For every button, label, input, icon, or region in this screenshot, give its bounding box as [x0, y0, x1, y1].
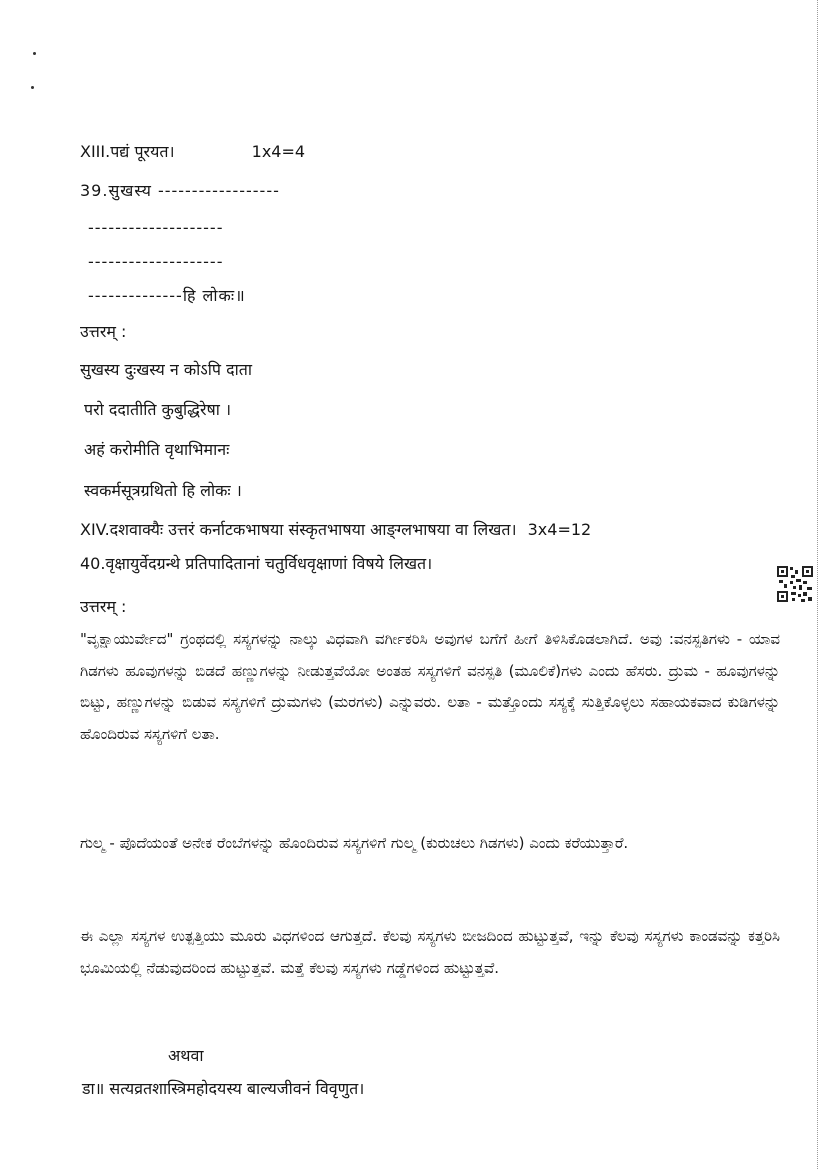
verse-blank-line: --------------------	[88, 218, 224, 237]
verse-line: स्वकर्मसूत्रग्रथितो हि लोकः ।	[84, 481, 242, 500]
verse-blank-line: --------------हि लोकः॥	[88, 286, 246, 305]
section-13-title: XIII.पद्यं पूरयत।	[80, 142, 175, 161]
verse-line: अहं करोमीति वृथाभिमानः	[84, 440, 230, 459]
verse-blank-line: --------------------	[88, 252, 224, 271]
question-39: 39.सुखस्य ------------------	[80, 181, 280, 200]
scan-speck	[33, 52, 36, 55]
section-13-marks: 1x4=4	[251, 142, 306, 161]
section-14-title: XIV.दशवाक्यैः उत्तरं कर्नाटकभाषया संस्कृतभाषया आङ्ग्लभाषया वा लिखत।	[80, 520, 517, 539]
section-14-heading	[80, 519, 591, 541]
verse-line: परो ददातीति कुबुद्धिरेषा ।	[84, 400, 232, 419]
scan-speck	[31, 86, 34, 89]
answer-paragraph: ಗುಲ್ಮ - ಪೊದೆಯಂತೆ ಅನೇಕ ರೆಂಬೆಗಳನ್ನು ಹೊಂದಿರುವ ಸಸ್ಯಗಳಿಗೆ ಗುಲ್ಮ (ಕುರುಚಲು ಗಿಡಗಳು) ಎಂದು ಕರೆಯುತ್ತಾರೆ.	[80, 834, 629, 852]
alternate-question: डा॥ सत्यव्रतशास्त्रिमहोदयस्य बाल्यजीवनं विवृणुत।	[82, 1079, 365, 1098]
qr-code-icon	[776, 565, 814, 603]
answer-label: उत्तरम् :	[80, 597, 127, 616]
or-label: अथवा	[168, 1046, 204, 1065]
question-40: 40.वृक्षायुर्वेदग्रन्थे प्रतिपादितानां चतुर्विधवृक्षाणां विषये लिखत।	[80, 554, 433, 573]
answer-label: उत्तरम् :	[80, 322, 127, 341]
section-13-heading	[80, 141, 305, 163]
page-edge-line	[817, 0, 818, 1169]
verse-line: सुखस्य दुःखस्य न कोऽपि दाता	[80, 360, 252, 379]
answer-paragraph: ಈ ಎಲ್ಲಾ ಸಸ್ಯಗಳ ಉತ್ಪತ್ತಿಯು ಮೂರು ವಿಧಗಳಿಂದ ಆಗುತ್ತದೆ. ಕೆಲವು ಸಸ್ಯಗಳು ಬೀಜದಿಂದ ಹುಟ್ಟುತ್ತವೆ, ಇನ್ನು ಕೆಲವು ಸಸ್ಯಗಳು ಕಾಂಡವನ್ನು ಕತ್ತರಿಸಿ ಭೂಮಿಯಲ್ಲಿ ನೆಡುವುದರಿಂದ ಹುಟ್ಟುತ್ತವೆ. ಮತ್ತೆ ಕೆಲವು ಸಸ್ಯಗಳು ಗಡ್ಡೆಗಳಿಂದ ಹುಟ್ಟುತ್ತವೆ.	[80, 927, 780, 977]
answer-paragraph: "ವೃಕ್ಷಾಯುರ್ವೇದ" ಗ್ರಂಥದಲ್ಲಿ ಸಸ್ಯಗಳನ್ನು ನಾಲ್ಕು ವಿಧವಾಗಿ ವರ್ಗೀಕರಿಸಿ ಅವುಗಳ ಬಗೆಗೆ ಹೀಗೆ ತಿಳಿಸಿಕೊಡಲಾಗಿದೆ. ಅವು :ವನಸ್ಪತಿಗಳು - ಯಾವ ಗಿಡಗಳು ಹೂವುಗಳನ್ನು ಬಿಡದೆ ಹಣ್ಣುಗಳನ್ನು ನೀಡುತ್ತವೆಯೋ ಅಂತಹ ಸಸ್ಯಗಳಿಗೆ ವನಸ್ಪತಿ (ಮೂಲಿಕೆ)ಗಳು ಎಂದು ಹೆಸರು. ದ್ರುಮ - ಹೂವುಗಳನ್ನು ಬಿಟ್ಟು, ಹಣ್ಣುಗಳನ್ನು ಬಿಡುವ ಸಸ್ಯಗಳಿಗೆ ದ್ರುಮಗಳು (ಮರಗಳು) ಎನ್ನುವರು. ಲತಾ - ಮತ್ತೊಂದು ಸಸ್ಯಕ್ಕೆ ಸುತ್ತಿಕೊಳ್ಳಲು ಸಹಾಯಕವಾದ ಕುಡಿಗಳನ್ನು ಹೊಂದಿರುವ ಸಸ್ಯಗಳಿಗೆ ಲತಾ.	[80, 630, 780, 743]
section-14-marks: 3x4=12	[527, 520, 592, 539]
